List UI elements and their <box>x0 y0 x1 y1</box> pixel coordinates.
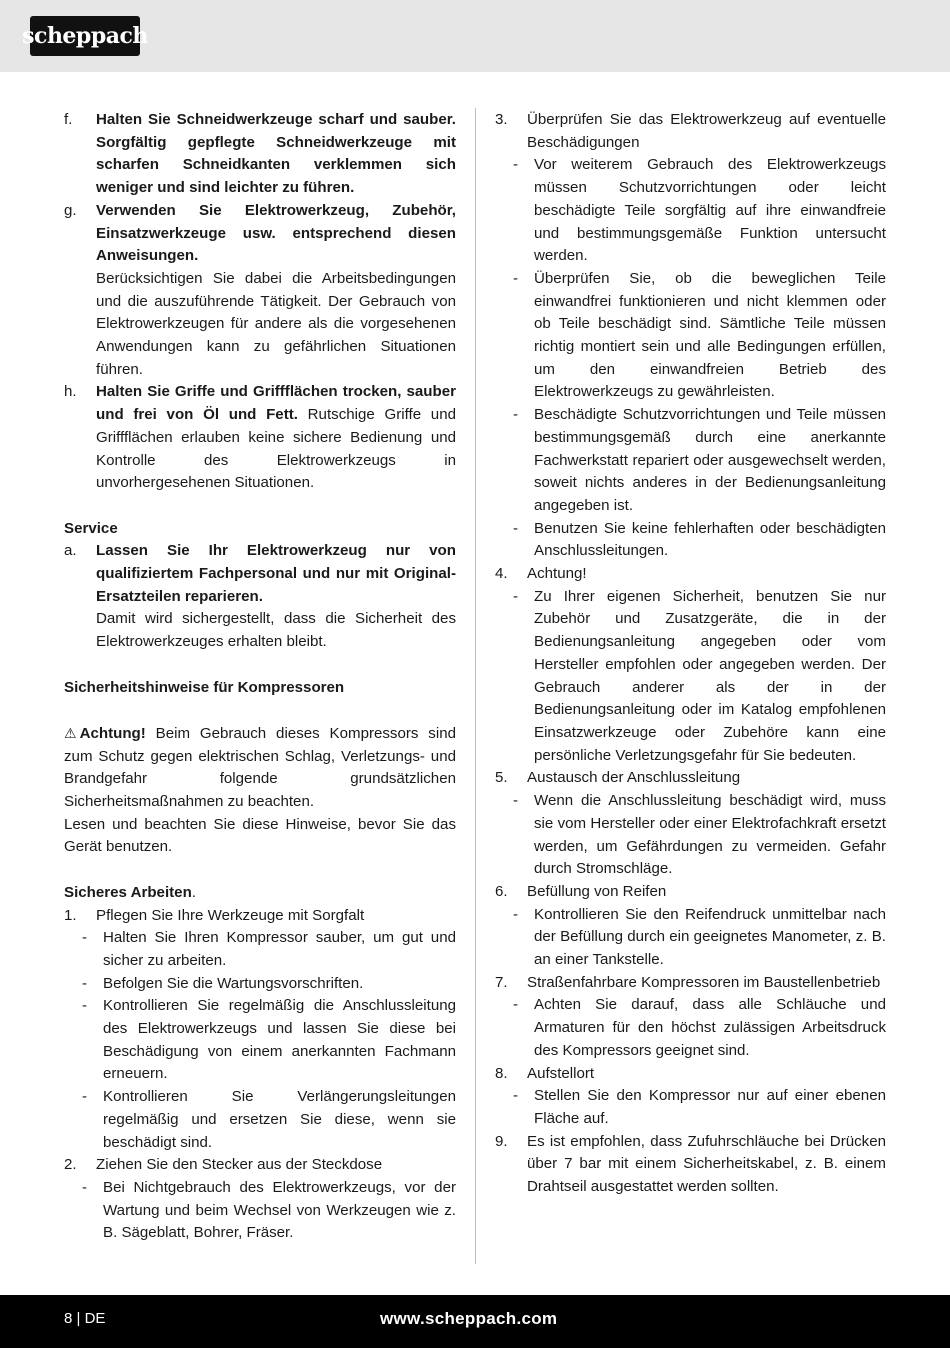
numbered-item <box>495 972 886 995</box>
dash-bullet: - <box>513 519 519 537</box>
item-label: f. <box>64 111 73 128</box>
bullet-item <box>82 1177 456 1245</box>
dash-bullet: - <box>513 587 519 605</box>
warning-text: Beim Gebrauch dieses Kompressors sind zum Schutz gegen elektrischen Schlag, Verletzungs- und Brandgefahr folgende grundsätzlichen Sicherheitsmaßnahmen zu beachten. <box>64 724 456 811</box>
bullet-text: Kontrollieren Sie Verlängerungsleitungen regelmäßig und ersetzen Sie diese, wenn sie beschädigt sind. <box>103 1088 456 1151</box>
item-title: Ziehen Sie den Stecker aus der Steckdose <box>96 1156 383 1174</box>
bullet-text: Kontrollieren Sie den Reifendruck unmittelbar nach der Befüllung durch ein geeignetes Manometer, z. B. an einer Tankstelle. <box>534 905 886 969</box>
column-divider <box>475 108 476 1264</box>
item-title: Es ist empfohlen, dass Zufuhrschläuche bei Drücken über 7 bar mit einem Sicherheitskabel, z. B. einem Drahtseil ausgestattet werden sollten. <box>527 1132 886 1196</box>
bullet-item <box>82 1086 456 1154</box>
item-title: Lassen Sie Ihr Elektrowerkzeug nur von qualifiziertem Fachpersonal und nur mit Original-Ersatzteilen reparieren. <box>96 542 456 605</box>
dash-bullet: - <box>82 1088 88 1106</box>
section-heading-service: Service <box>64 519 118 537</box>
dash-bullet: - <box>82 929 88 947</box>
list-item <box>64 381 456 495</box>
item-number: 3. <box>495 111 508 128</box>
item-title: Halten Sie Griffe und Griffflächen trocken, sauber und frei von Öl und Fett. <box>96 383 456 424</box>
bullet-item <box>513 994 886 1062</box>
dash-bullet: - <box>513 792 519 810</box>
warning-icon: ⚠ <box>64 724 77 741</box>
page-header <box>0 0 950 72</box>
numbered-item <box>495 1063 886 1086</box>
item-text: Rutschige Griffe und Griffflächen erlauben keine sichere Bedienung und Kontrolle des Elektrowerkzeugs in unvorhergesehenen Situationen. <box>96 406 456 492</box>
section-heading-sicheres-arbeiten: Sicheres Arbeiten. <box>64 883 196 901</box>
bullet-text: Kontrollieren Sie regelmäßig die Anschlussleitung des Elektrowerkzeugs und lassen Sie diese bei Beschädigung von einem anerkannten Fachmann erneuern. <box>103 997 456 1083</box>
right-column <box>495 109 886 1199</box>
item-number: 2. <box>64 1156 77 1174</box>
item-title: Pflegen Sie Ihre Werkzeuge mit Sorgfalt <box>96 906 365 924</box>
dash-bullet: - <box>513 269 519 287</box>
bullet-item <box>513 154 886 268</box>
item-number: 8. <box>495 1064 508 1082</box>
item-title: Straßenfahrbare Kompressoren im Baustellenbetrieb <box>527 973 881 991</box>
bullet-item <box>513 904 886 972</box>
numbered-item <box>495 109 886 154</box>
item-label: h. <box>64 383 77 401</box>
item-title: Verwenden Sie Elektrowerkzeug, Zubehör, Einsatzwerkzeuge usw. entsprechend diesen Anweisungen. <box>96 201 456 265</box>
dash-bullet: - <box>513 905 519 923</box>
item-number: 7. <box>495 973 508 991</box>
numbered-item <box>64 1154 456 1177</box>
dash-bullet: - <box>513 1087 519 1105</box>
bullet-item <box>513 790 886 881</box>
dash-bullet: - <box>513 406 519 424</box>
item-title: Befüllung von Reifen <box>527 882 667 900</box>
item-number: 5. <box>495 769 508 787</box>
numbered-item <box>64 905 456 928</box>
bullet-item <box>513 268 886 404</box>
bullet-text: Befolgen Sie die Wartungsvorschriften. <box>103 974 364 992</box>
bullet-text: Wenn die Anschlussleitung beschädigt wird, muss sie vom Hersteller oder einer Elektrofachkraft ersetzt werden, um Gefährdungen zu vermeiden. Gefahr durch Stromschläge. <box>534 792 886 878</box>
list-item <box>64 540 456 654</box>
dash-bullet: - <box>82 997 88 1015</box>
dash-bullet: - <box>82 974 88 992</box>
bullet-item <box>513 518 886 563</box>
bullet-text: Achten Sie darauf, dass alle Schläuche und Armaturen für den höchst zulässigen Arbeitsdruck des Kompressors geeignet sind. <box>534 996 886 1059</box>
bullet-item <box>513 1085 886 1130</box>
bullet-text: Zu Ihrer eigenen Sicherheit, benutzen Sie nur Zubehör und Zusatzgeräte, die in der Bedienungsanleitung angegeben oder vom Hersteller empfohlen oder angegeben werden. Der Gebrauch anderer als der in der Bedienungsanleitung oder im Katalog empfohlenen Einsatzwerkzeuge oder Zubehöre kann eine persönliche Verletzungsgefahr für Sie bedeuten. <box>534 587 886 764</box>
numbered-item <box>495 767 886 790</box>
dash-bullet: - <box>513 996 519 1014</box>
bullet-text: Überprüfen Sie, ob die beweglichen Teile einwandfrei funktionieren und nicht klemmen oder ob Teile beschädigt sind. Sämtliche Teile müssen richtig montiert sein und alle Bedingungen erfüllen, um den einwandfreien Betrieb des Elektrowerkzeugs zu gewährleisten. <box>534 269 886 401</box>
bullet-item <box>513 586 886 768</box>
bullet-item <box>82 927 456 972</box>
warning-label: Achtung! <box>79 724 146 742</box>
bullet-item <box>82 973 456 996</box>
item-title: Austausch der Anschlussleitung <box>527 769 741 787</box>
left-column <box>64 109 456 1245</box>
item-number: 9. <box>495 1132 508 1150</box>
item-text: Damit wird sichergestellt, dass die Sicherheit des Elektrowerkzeuges erhalten bleibt. <box>96 610 456 651</box>
item-number: 4. <box>495 565 508 583</box>
bullet-text: Stellen Sie den Kompressor nur auf einer ebenen Fläche auf. <box>534 1087 886 1127</box>
item-label: a. <box>64 542 77 560</box>
bullet-text: Benutzen Sie keine fehlerhaften oder beschädigten Anschlussleitungen. <box>534 519 886 560</box>
website-link[interactable]: www.scheppach.com <box>380 1309 558 1328</box>
item-title: Aufstellort <box>527 1064 595 1082</box>
page-footer <box>0 1295 950 1348</box>
bullet-text: Halten Sie Ihren Kompressor sauber, um gut und sicher zu arbeiten. <box>103 929 456 969</box>
item-title: Achtung! <box>527 565 587 583</box>
list-item <box>64 109 456 200</box>
bullet-item <box>513 404 886 518</box>
scheppach-logo: scheppach <box>30 16 140 56</box>
numbered-item <box>495 881 886 904</box>
bullet-text: Bei Nichtgebrauch des Elektrowerkzeugs, vor der Wartung und beim Wechsel von Werkzeugen wie z. B. Sägeblatt, Bohrer, Fräser. <box>103 1178 456 1242</box>
item-number: 6. <box>495 882 508 900</box>
dash-bullet: - <box>82 1178 88 1196</box>
item-text: Halten Sie Schneidwerkzeuge scharf und sauber. Sorgfältig gepflegte Schneidwerkzeuge mit scharfen Schneidkanten verklemmen sich weniger und sind leichter zu führen. <box>96 111 456 197</box>
bullet-item <box>82 995 456 1086</box>
warning-paragraph <box>64 722 456 814</box>
item-title: Überprüfen Sie das Elektrowerkzeug auf eventuelle Beschädigungen <box>527 111 886 151</box>
numbered-item <box>495 563 886 586</box>
list-item <box>64 200 456 382</box>
numbered-item <box>495 1131 886 1199</box>
item-number: 1. <box>64 906 77 924</box>
item-label: g. <box>64 201 77 219</box>
page-number: 8 | DE <box>64 1310 106 1327</box>
bullet-text: Beschädigte Schutzvorrichtungen und Teile müssen bestimmungsgemäß durch eine anerkannte Fachwerkstatt repariert oder ausgewechselt werden, soweit nichts anderes in der Bedienungsanleitung angegeben ist. <box>534 406 886 514</box>
item-text: Berücksichtigen Sie dabei die Arbeitsbedingungen und die auszuführende Tätigkeit. Der Gebrauch von Elektrowerkzeugen für andere als die vorgesehenen Anwendungen kann zu gefährlichen Situationen führen. <box>96 269 456 378</box>
section-heading-kompressoren: Sicherheitshinweise für Kompressoren <box>64 678 345 696</box>
dash-bullet: - <box>513 156 519 174</box>
bullet-text: Vor weiterem Gebrauch des Elektrowerkzeugs müssen Schutzvorrichtungen oder leicht beschädigte Teile sorgfältig auf ihre einwandfreie und bestimmungsgemäße Funktion untersucht werden. <box>534 156 886 265</box>
read-instructions-text: Lesen und beachten Sie diese Hinweise, bevor Sie das Gerät benutzen. <box>64 815 456 856</box>
